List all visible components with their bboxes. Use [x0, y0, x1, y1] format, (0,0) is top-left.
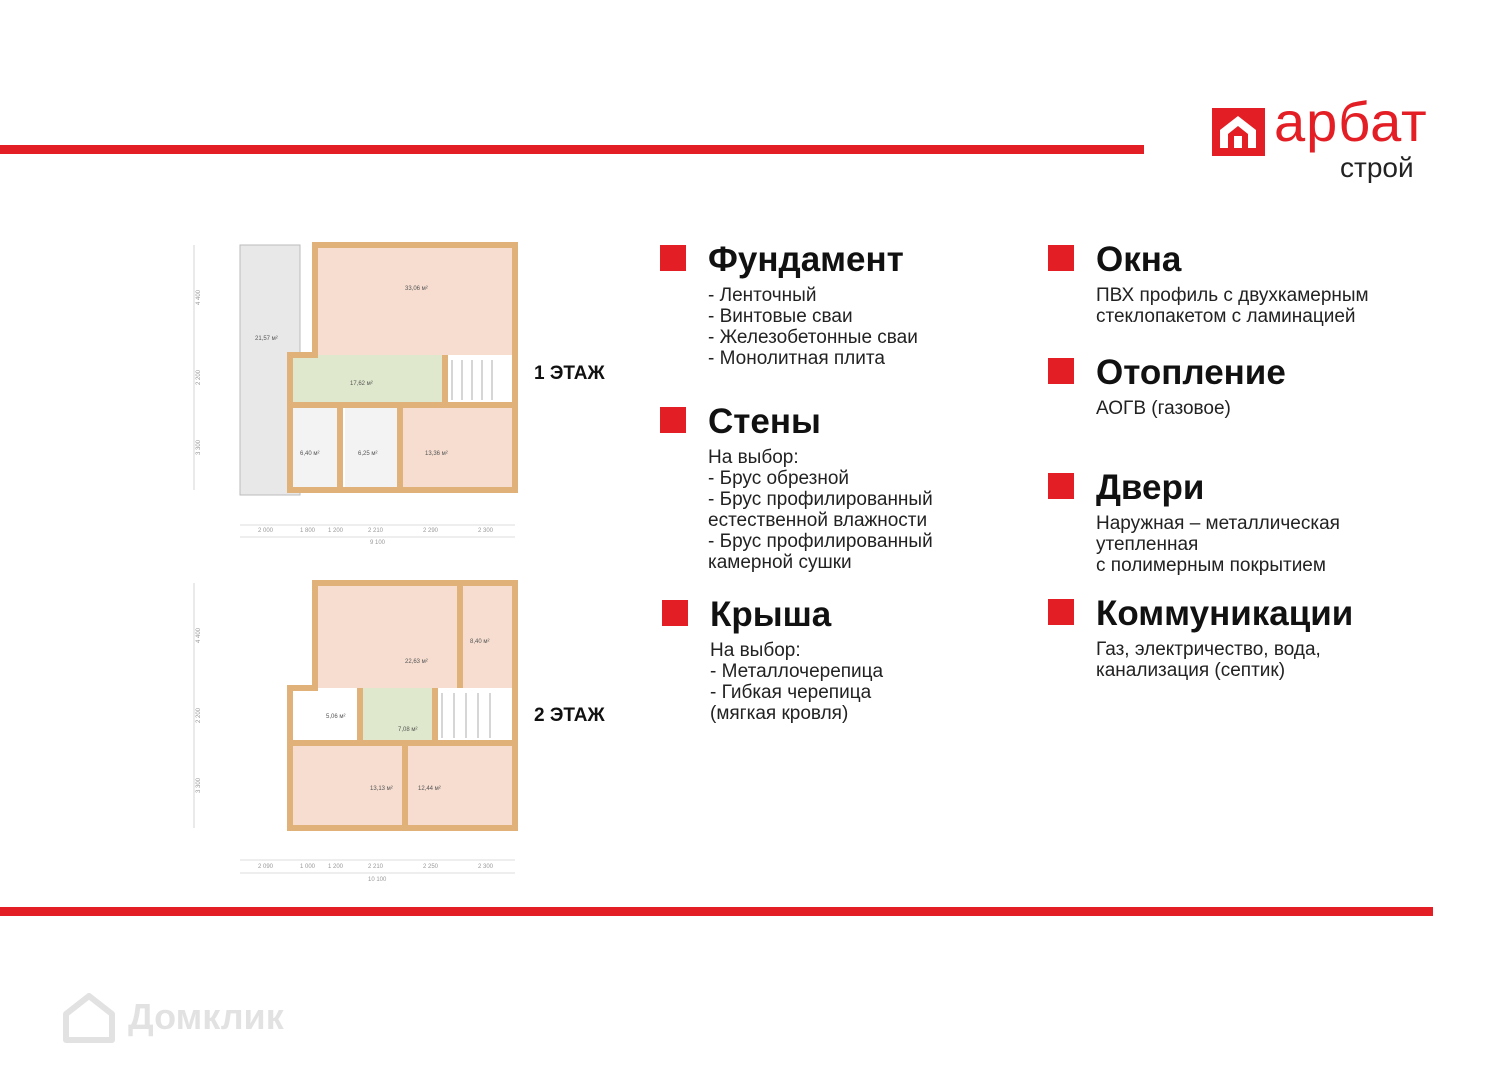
- red-square-icon: [1048, 599, 1074, 625]
- section-line: (мягкая кровля): [710, 703, 849, 724]
- plan2-total: 10 100: [368, 877, 387, 883]
- section-line: с полимерным покрытием: [1096, 555, 1326, 576]
- plan1-dim: 1 200: [328, 528, 344, 534]
- brand-logo: [1212, 90, 1437, 183]
- brand-sub: строй: [1340, 152, 1414, 183]
- plan1-dim: 2 290: [423, 528, 439, 534]
- plan2-dim-left: 3 300: [196, 777, 202, 793]
- plan2-room-area: 5,06 м²: [326, 714, 346, 720]
- section-title: Отопление: [1096, 353, 1286, 392]
- plan2-dim: 2 210: [368, 864, 384, 870]
- plan1-dim-left: 2 200: [196, 369, 202, 385]
- plan2-dim-left: 4 400: [196, 627, 202, 643]
- section-line: - Брус профилированный: [708, 531, 933, 552]
- section-body: [708, 447, 933, 573]
- red-square-icon: [660, 407, 686, 433]
- section-line: - Монолитная плита: [708, 348, 885, 369]
- bottom-red-bar: [0, 907, 1433, 916]
- plan2-dim: 2 090: [258, 864, 274, 870]
- plan2-dim: 1 000: [300, 864, 316, 870]
- house-watermark-icon: [60, 990, 118, 1048]
- section-line: - Железобетонные сваи: [708, 327, 918, 348]
- plan1-dim-left: 4 400: [196, 289, 202, 305]
- section-line: АОГВ (газовое): [1096, 398, 1231, 419]
- plan2-room-area: 13,13 м²: [370, 786, 393, 792]
- section-body: [1096, 285, 1369, 327]
- brand-name: арбат: [1274, 90, 1428, 153]
- section-line: - Винтовые сваи: [708, 306, 853, 327]
- plan1-room-area: 33,06 м²: [405, 286, 428, 292]
- section-line: естественной влажности: [708, 510, 928, 531]
- section-line: утепленная: [1096, 534, 1199, 555]
- plan1-dim: 1 800: [300, 528, 316, 534]
- red-square-icon: [1048, 358, 1074, 384]
- plan1-room-area: 21,57 м²: [255, 336, 278, 342]
- section-body: [708, 285, 918, 369]
- section-line: камерной сушки: [708, 552, 852, 573]
- plan2-dim-left: 2 200: [196, 707, 202, 723]
- red-square-icon: [1048, 245, 1074, 271]
- floor-plan-1: [180, 230, 525, 550]
- floor-plan-2: [180, 568, 525, 888]
- section-body: [1096, 398, 1231, 419]
- section-body: [1096, 639, 1321, 681]
- plan2-room-area: 22,63 м²: [405, 659, 428, 665]
- section-title: Двери: [1096, 468, 1205, 507]
- red-square-icon: [660, 245, 686, 271]
- house-logo-icon: [1212, 108, 1265, 156]
- plan1-dim-left: 3 300: [196, 439, 202, 455]
- section-title: Окна: [1096, 240, 1182, 279]
- section-body: [1096, 513, 1340, 576]
- plan1-room-area: 6,40 м²: [300, 451, 320, 457]
- red-square-icon: [1048, 473, 1074, 499]
- section-title: Коммуникации: [1096, 594, 1354, 633]
- watermark-text: Домклик: [128, 996, 284, 1037]
- floor-1-label: 1 ЭТАЖ: [534, 363, 605, 384]
- top-red-bar: [0, 145, 1144, 154]
- plan1-dim: 2 300: [478, 528, 494, 534]
- section-line: На выбор:: [708, 447, 799, 468]
- plan1-dim: 2 000: [258, 528, 274, 534]
- section-body: [710, 640, 883, 724]
- plan1-total: 9 100: [370, 540, 386, 546]
- section-line: стеклопакетом с ламинацией: [1096, 306, 1356, 327]
- section-line: канализация (септик): [1096, 660, 1286, 681]
- section-line: Газ, электричество, вода,: [1096, 639, 1321, 660]
- section-line: - Ленточный: [708, 285, 817, 306]
- section-line: На выбор:: [710, 640, 801, 661]
- section-line: - Металлочерепица: [710, 661, 884, 682]
- section-title: Стены: [708, 402, 821, 441]
- floor-2-label: 2 ЭТАЖ: [534, 705, 605, 726]
- section-line: - Брус обрезной: [708, 468, 850, 489]
- plan2-room-area: 12,44 м²: [418, 786, 441, 792]
- section-title: Крыша: [710, 595, 832, 634]
- plan2-dim: 2 250: [423, 864, 439, 870]
- watermark: [60, 990, 340, 1045]
- plan1-room-area: 13,36 м²: [425, 451, 448, 457]
- section-title: Фундамент: [708, 240, 904, 279]
- section-line: ПВХ профиль с двухкамерным: [1096, 285, 1369, 306]
- plan1-room-area: 17,62 м²: [350, 381, 373, 387]
- plan2-dim: 1 200: [328, 864, 344, 870]
- section-line: - Гибкая черепица: [710, 682, 872, 703]
- plan2-room-area: 8,40 м²: [470, 639, 490, 645]
- section-line: - Брус профилированный: [708, 489, 933, 510]
- plan2-dim: 2 300: [478, 864, 494, 870]
- red-square-icon: [662, 600, 688, 626]
- plan2-room-area: 7,08 м²: [398, 727, 418, 733]
- plan1-dim: 2 210: [368, 528, 384, 534]
- section-line: Наружная – металлическая: [1096, 513, 1340, 534]
- plan1-room-area: 6,25 м²: [358, 451, 378, 457]
